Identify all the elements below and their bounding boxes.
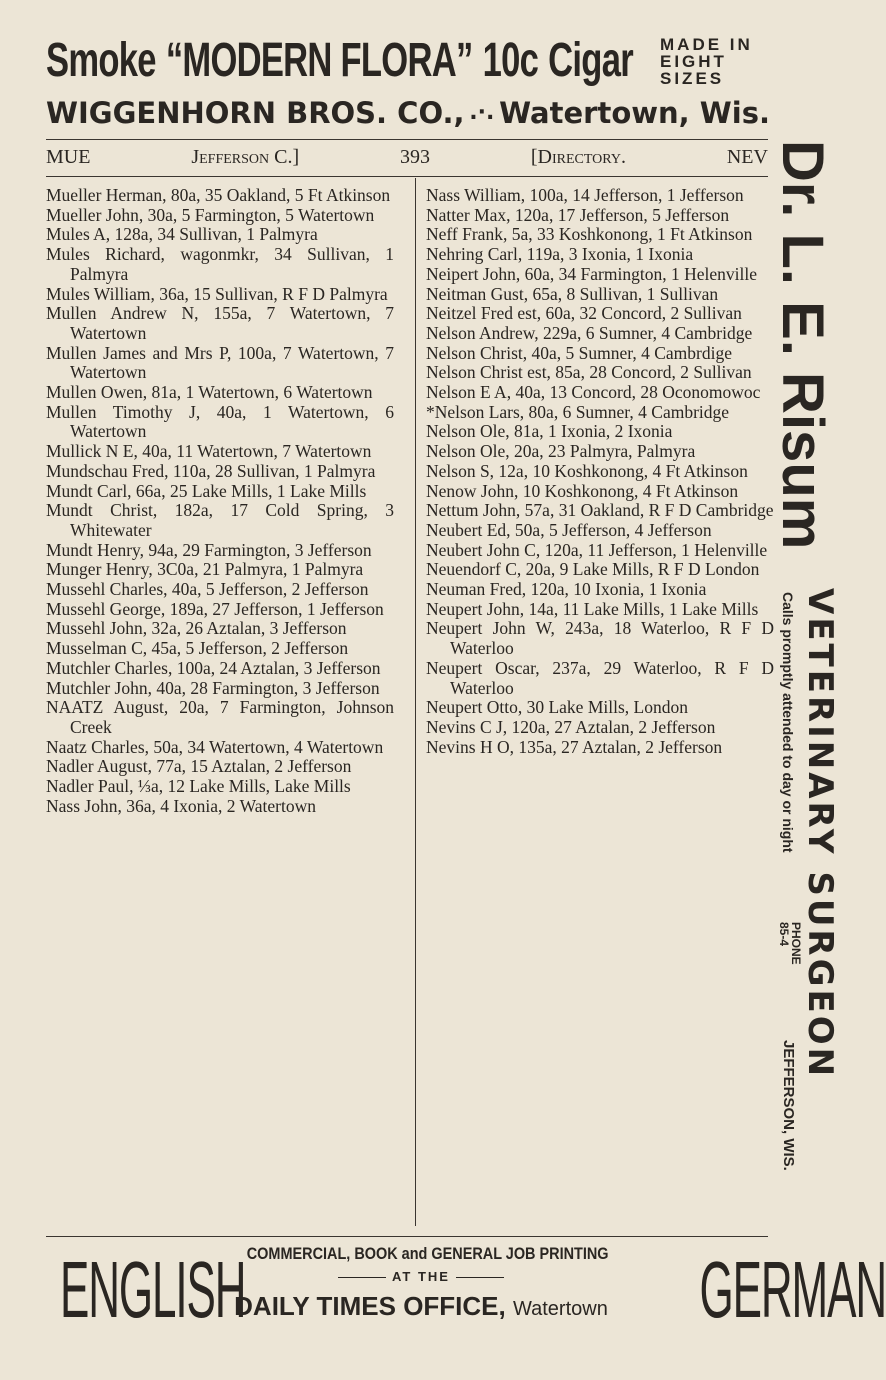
directory-entry: Neubert John C, 120a, 11 Jefferson, 1 Helenville (426, 539, 768, 560)
directory-entry: Mundt Henry, 94a, 29 Farmington, 3 Jefferson (46, 539, 372, 560)
directory-entry: Neff Frank, 5a, 33 Koshkonong, 1 Ft Atkinson (426, 224, 753, 245)
directory-entry: Mules Richard, wagonmkr, 34 Sullivan, 1 Palmyra (46, 244, 394, 284)
directory-entry: Nadler Paul, ⅓a, 12 Lake Mills, Lake Mills (46, 776, 351, 797)
directory-entry: Mueller Herman, 80a, 35 Oakland, 5 Ft Atkinson (46, 185, 391, 205)
directory-entry: Mullen James and Mrs P, 100a, 7 Watertown, 7 Watertown (46, 342, 394, 383)
cigar-ad-headline: Smoke “MODERN FLORA” 10c Cigar (46, 34, 633, 87)
directory-entry: Nass John, 36a, 4 Ixonia, 2 Watertown (46, 795, 316, 816)
directory-entry: Munger Henry, 3C0a, 21 Palmyra, 1 Palmyra (46, 559, 364, 580)
directory-entry: Mules A, 128a, 34 Sullivan, 1 Palmyra (46, 224, 318, 245)
directory-entry: Mundschau Fred, 110a, 28 Sullivan, 1 Palmyra (46, 460, 376, 481)
directory-entry: Nevins C J, 120a, 27 Aztalan, 2 Jefferson (426, 716, 716, 737)
header-county: Jefferson C.] (191, 146, 300, 168)
directory-entry: Musselman C, 45a, 5 Jefferson, 2 Jefferson (46, 638, 349, 659)
directory-entry: Neupert Oscar, 237a, 29 Waterloo, R F D Waterloo (426, 657, 774, 698)
directory-entry: Mules William, 36a, 15 Sullivan, R F D Palmyra (46, 283, 388, 304)
directory-entry: Mullick N E, 40a, 11 Watertown, 7 Watertown (46, 441, 372, 462)
directory-entry: Nehring Carl, 119a, 3 Ixonia, 1 Ixonia (426, 244, 694, 265)
directory-entry: Mussehl John, 32a, 26 Aztalan, 3 Jefferson (46, 618, 347, 639)
directory-entry: Neupert John, 14a, 11 Lake Mills, 1 Lake Mills (426, 598, 759, 619)
footer-rule (46, 1236, 768, 1237)
left-column (46, 186, 394, 817)
directory-entry: Nadler August, 77a, 15 Aztalan, 2 Jefferson (46, 756, 352, 777)
directory-entry: Neitman Gust, 65a, 8 Sullivan, 1 Sullivan (426, 283, 719, 304)
directory-entry: Mullen Owen, 81a, 1 Watertown, 6 Watertown (46, 382, 373, 403)
header-first-entry: MUE (46, 146, 91, 168)
running-header (46, 142, 768, 172)
directory-entry: Nenow John, 10 Koshkonong, 4 Ft Atkinson (426, 480, 739, 501)
header-last-entry: NEV (726, 146, 768, 168)
directory-entry: Neupert Otto, 30 Lake Mills, London (426, 697, 688, 718)
directory-entry: Nass William, 100a, 14 Jefferson, 1 Jefferson (426, 185, 744, 205)
directory-entry: Mundt Christ, 182a, 17 Cold Spring, 3 Whitewater (46, 500, 394, 540)
directory-entry: Mussehl Charles, 40a, 5 Jefferson, 2 Jefferson (46, 579, 369, 600)
veterinary-surgeon-title: VETERINARY SURGEON (800, 588, 840, 1080)
right-column (426, 186, 774, 757)
directory-entry: Naatz Charles, 50a, 34 Watertown, 4 Watertown (46, 736, 384, 757)
directory-entry: Nettum John, 57a, 31 Oakland, R F D Cambridge (426, 500, 774, 521)
calls-note: Calls promptly attended to day or night (780, 592, 796, 853)
directory-entry: Nelson S, 12a, 10 Koshkonong, 4 Ft Atkinson (426, 460, 748, 481)
directory-entry: Neuman Fred, 120a, 10 Ixonia, 1 Ixonia (426, 579, 707, 600)
directory-entry: Neupert John W, 243a, 18 Waterloo, R F D Waterloo (426, 618, 774, 659)
directory-entry: Mussehl George, 189a, 27 Jefferson, 1 Jefferson (46, 598, 384, 619)
directory-entry: Mullen Andrew N, 155a, 7 Watertown, 7 Watertown (46, 303, 394, 343)
header-bottom-rule (46, 176, 768, 177)
printing-advertisement (60, 1240, 886, 1360)
page-number: 393 (400, 146, 431, 168)
directory-entry: Neipert John, 60a, 34 Farmington, 1 Helenville (426, 263, 757, 284)
directory-entry: Mundt Carl, 66a, 25 Lake Mills, 1 Lake Mills (46, 480, 367, 501)
directory-entry: Neuendorf C, 20a, 9 Lake Mills, R F D London (426, 559, 760, 580)
english-word: ENGLISH (60, 1245, 246, 1334)
directory-entry: Nelson Andrew, 229a, 6 Sumner, 4 Cambridge (426, 322, 753, 343)
directory-entry: Mueller John, 30a, 5 Farmington, 5 Watertown (46, 204, 375, 225)
veterinarian-name: Dr. L. E. Risum (770, 140, 835, 550)
directory-entry: Nelson Christ, 40a, 5 Sumner, 4 Cambrdige (426, 342, 733, 363)
directory-entry: Nevins H O, 135a, 27 Aztalan, 2 Jefferson (426, 736, 723, 757)
directory-entry: Mullen Timothy J, 40a, 1 Watertown, 6 Watertown (46, 401, 394, 442)
directory-entry: Nelson Ole, 20a, 23 Palmyra, Palmyra (426, 441, 696, 462)
column-divider (415, 178, 416, 1226)
side-advertisement (770, 140, 840, 1230)
directory-entry: Mutchler John, 40a, 28 Farmington, 3 Jefferson (46, 677, 380, 698)
directory-entry: *Nelson Lars, 80a, 6 Sumner, 4 Cambridge (426, 401, 730, 422)
header-section: [Directory. (530, 146, 626, 168)
eight-sizes-badge: MADE IN EIGHT SIZES (660, 35, 753, 88)
directory-entry: Neubert Ed, 50a, 5 Jefferson, 4 Jefferson (426, 519, 712, 540)
phone-block: PHONE 85-4 (777, 922, 803, 965)
german-word: GERMAN (699, 1245, 886, 1334)
directory-entry: Nelson Christ est, 85a, 28 Concord, 2 Sullivan (426, 362, 752, 383)
header-top-rule (46, 139, 768, 140)
directory-entry: Nelson E A, 40a, 13 Concord, 28 Oconomowoc (426, 382, 761, 403)
veterinarian-city: JEFFERSON, WIS. (780, 1040, 797, 1171)
directory-entry: Neitzel Fred est, 60a, 32 Concord, 2 Sullivan (426, 303, 742, 324)
directory-entry: Natter Max, 120a, 17 Jefferson, 5 Jefferson (426, 204, 730, 225)
directory-entry: Nelson Ole, 81a, 1 Ixonia, 2 Ixonia (426, 421, 673, 442)
printing-ad-text: COMMERCIAL, BOOK and GENERAL JOB PRINTING AT THE DAILY TIMES OFFICE, Watertown (216, 1242, 626, 1327)
directory-entry: NAATZ August, 20a, 7 Farmington, Johnson Creek (46, 697, 394, 737)
top-advertisement (46, 30, 770, 132)
directory-entry: Mutchler Charles, 100a, 24 Aztalan, 3 Jefferson (46, 657, 381, 678)
cigar-ad-company-line: WIGGENHORN BROS. CO., .·. Watertown, Wis. (46, 96, 770, 130)
